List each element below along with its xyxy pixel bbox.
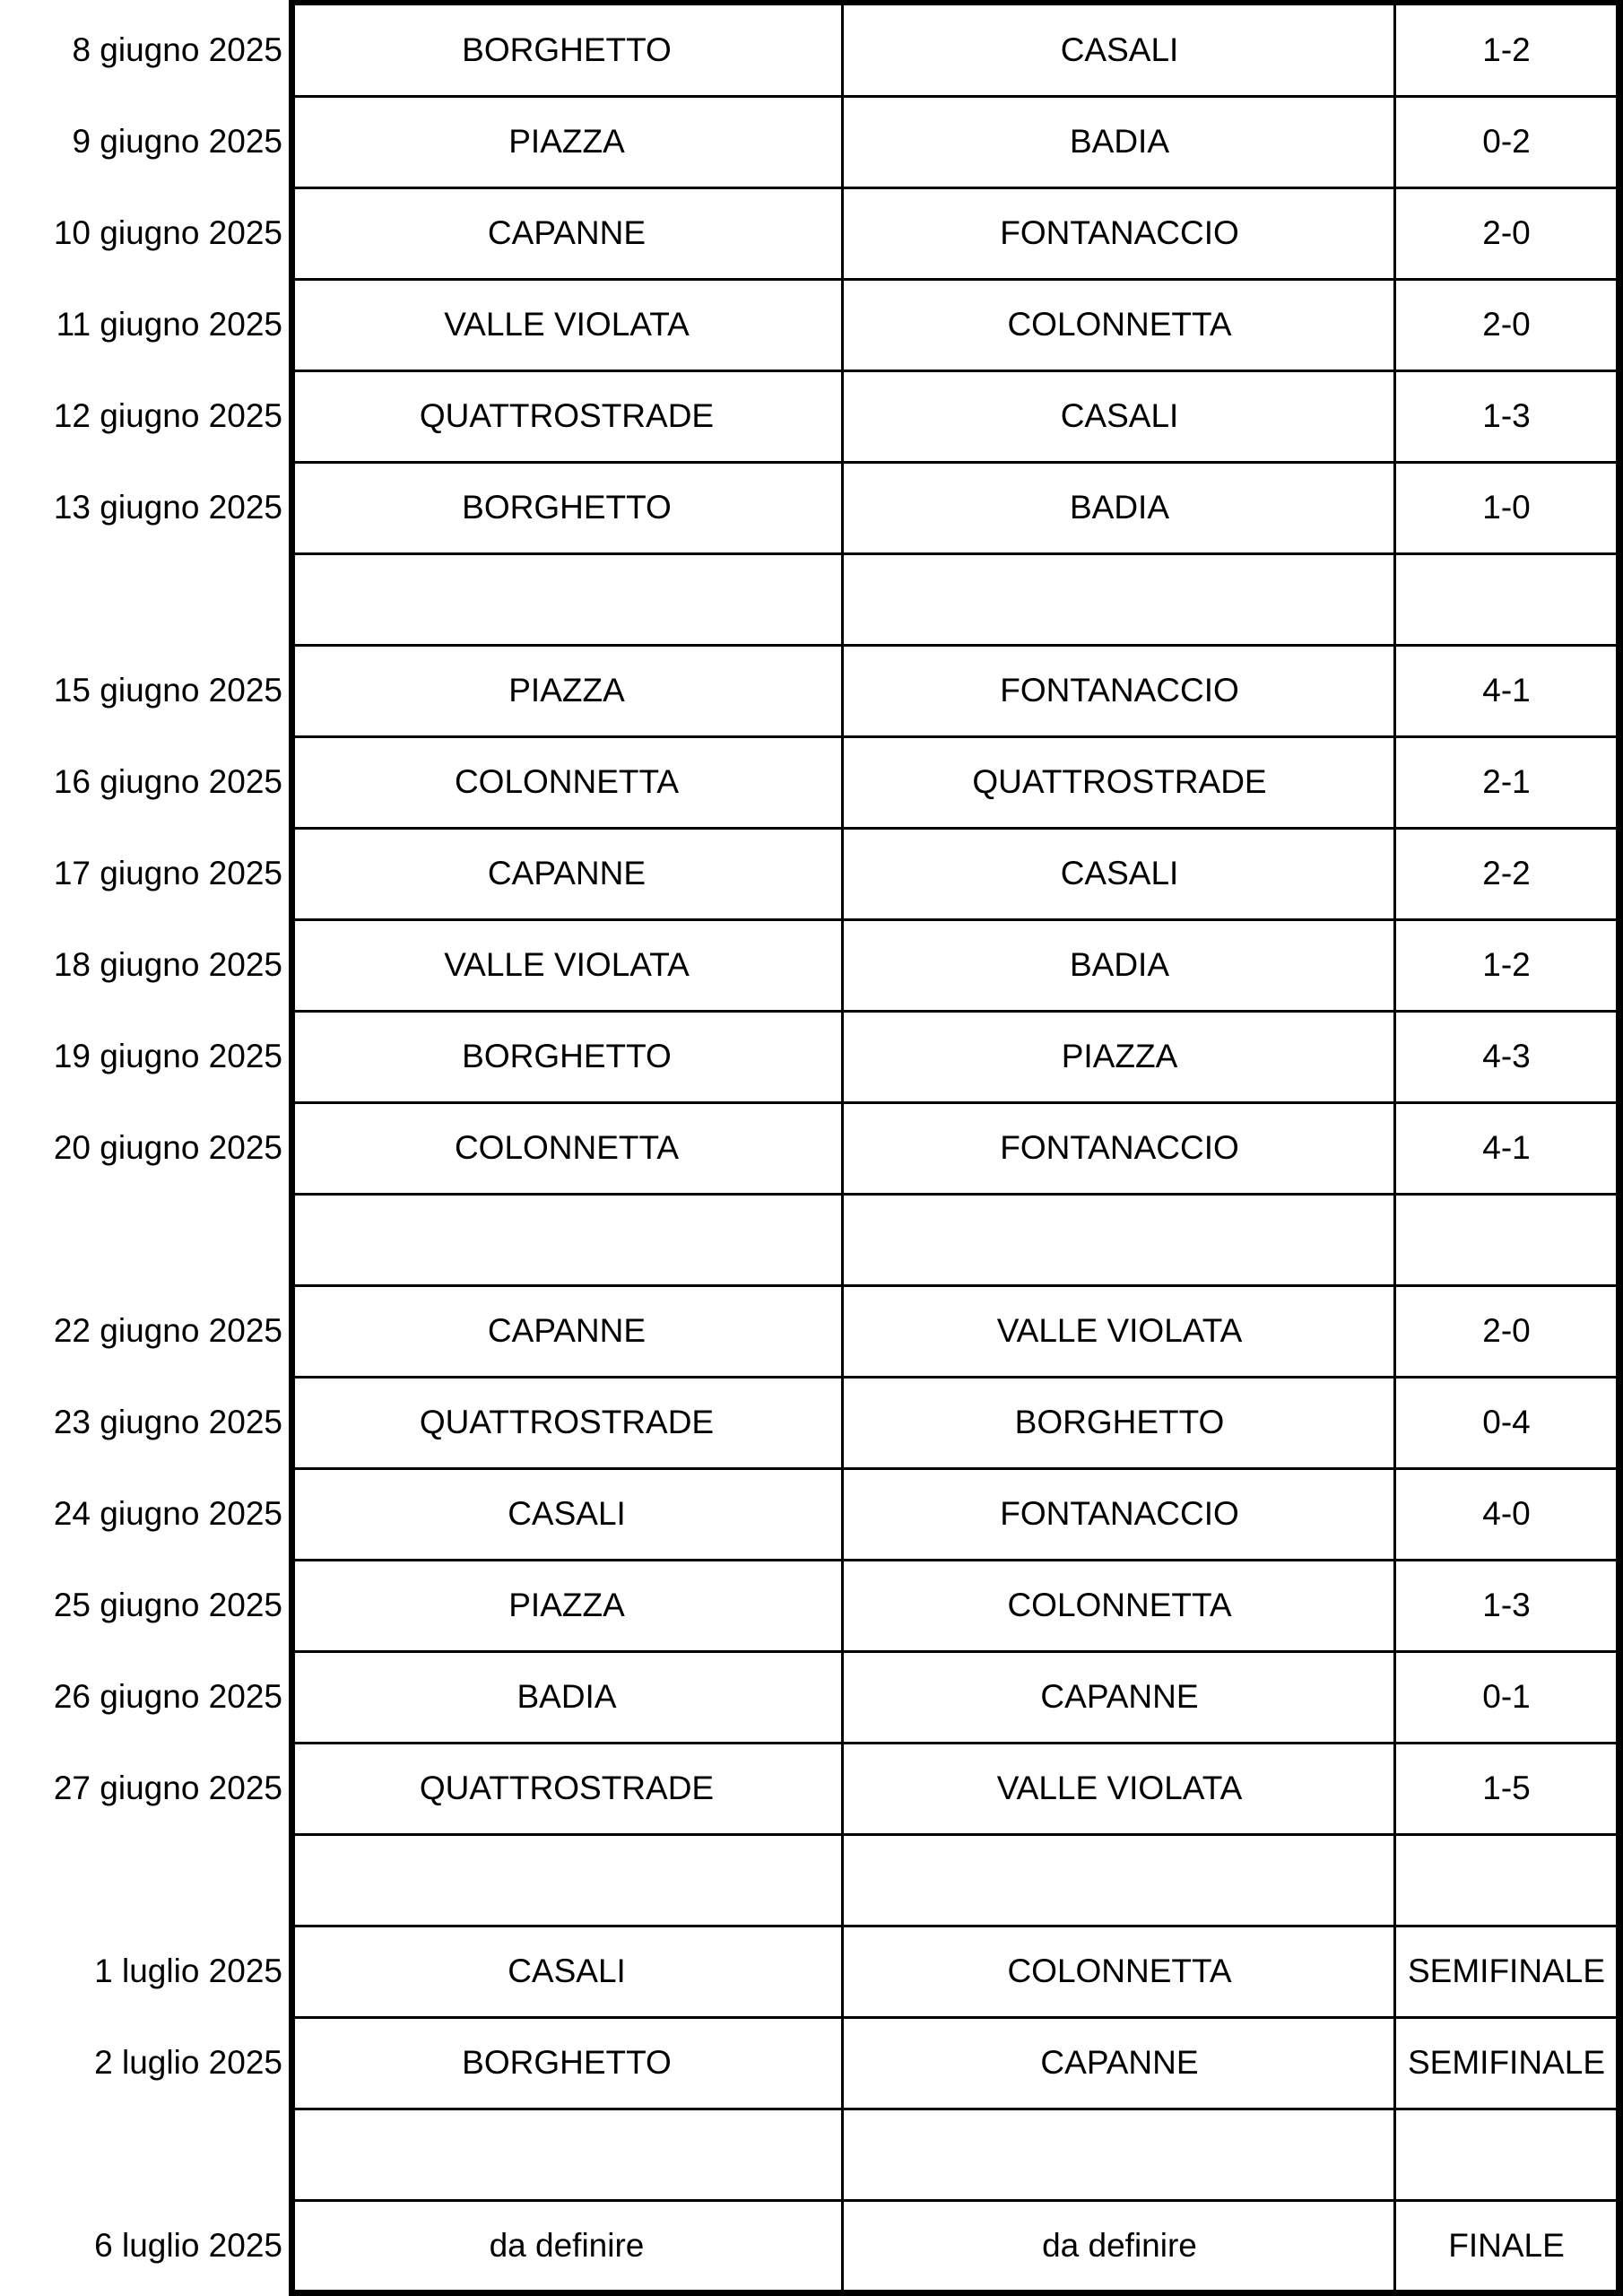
row-divider (289, 1010, 1619, 1013)
home-team-cell: BORGHETTO (462, 1038, 672, 1074)
column-divider (841, 0, 844, 2296)
away-team-cell: CAPANNE (1040, 2044, 1199, 2081)
match-date: 25 giugno 2025 (53, 1587, 282, 1623)
match-date: 17 giugno 2025 (53, 855, 282, 891)
match-date: 13 giugno 2025 (53, 489, 282, 526)
table-row (0, 462, 1623, 553)
away-team-cell: FONTANACCIO (1000, 672, 1239, 709)
table-border-right (1616, 0, 1623, 2296)
table-row (0, 1102, 1623, 1194)
table-row (0, 96, 1623, 187)
away-team-cell: CAPANNE (1040, 1678, 1199, 1715)
table-row (0, 736, 1623, 828)
table-row (0, 370, 1623, 462)
away-team-cell: VALLE VIOLATA (996, 1770, 1243, 1806)
home-team-cell: da definire (489, 2227, 645, 2264)
result-cell: 4-0 (1482, 1495, 1531, 1532)
match-date (0, 2109, 284, 2200)
match-date: 2 luglio 2025 (94, 2044, 282, 2081)
result-cell: 2-0 (1482, 1312, 1531, 1349)
match-date: 6 luglio 2025 (94, 2227, 282, 2264)
home-team-cell: COLONNETTA (454, 763, 680, 800)
row-divider (289, 2108, 1619, 2110)
table-row (0, 1926, 1623, 2017)
result-cell: 0-4 (1482, 1404, 1531, 1440)
result-cell: 1-3 (1482, 1587, 1531, 1623)
result-cell: 2-1 (1482, 763, 1531, 800)
match-date: 23 giugno 2025 (53, 1404, 282, 1440)
row-divider (289, 95, 1619, 98)
away-team-cell: BORGHETTO (1014, 1404, 1225, 1440)
row-divider (289, 461, 1619, 464)
row-divider (289, 735, 1619, 738)
result-cell (1397, 553, 1616, 645)
match-date: 11 giugno 2025 (56, 306, 282, 343)
away-team-cell: FONTANACCIO (1000, 1129, 1239, 1166)
away-team-cell: BADIA (1069, 489, 1170, 526)
result-cell (1397, 1834, 1616, 1926)
home-team-cell (291, 1194, 842, 1285)
away-team-cell: CASALI (1060, 31, 1179, 68)
table-border-left (289, 0, 295, 2296)
match-date: 15 giugno 2025 (53, 672, 282, 709)
table-row (0, 187, 1623, 279)
match-date: 19 giugno 2025 (53, 1038, 282, 1074)
result-cell: 1-5 (1482, 1770, 1531, 1806)
table-row (0, 1743, 1623, 1834)
home-team-cell: COLONNETTA (454, 1129, 680, 1166)
home-team-cell (291, 2109, 842, 2200)
match-date: 8 giugno 2025 (72, 31, 282, 68)
row-divider (289, 1101, 1619, 1104)
result-cell: 4-1 (1482, 672, 1531, 709)
away-team-cell: COLONNETTA (1007, 306, 1232, 343)
result-cell: 2-0 (1482, 214, 1531, 251)
home-team-cell: PIAZZA (508, 123, 625, 160)
away-team-cell: COLONNETTA (1007, 1587, 1232, 1623)
result-cell: SEMIFINALE (1408, 1952, 1605, 1989)
result-cell: SEMIFINALE (1408, 2044, 1605, 2081)
row-divider (289, 1193, 1619, 1196)
row-divider (289, 278, 1619, 281)
away-team-cell (845, 553, 1394, 645)
away-team-cell (845, 1834, 1394, 1926)
row-divider (289, 827, 1619, 830)
row-divider (289, 2016, 1619, 2019)
table-row (0, 553, 1623, 645)
result-cell: 2-2 (1482, 855, 1531, 891)
result-cell: 1-3 (1482, 397, 1531, 434)
match-date: 1 luglio 2025 (94, 1952, 282, 1989)
table-row (0, 1468, 1623, 1560)
row-divider (289, 644, 1619, 647)
table-row (0, 645, 1623, 736)
home-team-cell: VALLE VIOLATA (444, 946, 690, 983)
match-date: 12 giugno 2025 (53, 397, 282, 434)
home-team-cell: PIAZZA (508, 672, 625, 709)
home-team-cell: BORGHETTO (462, 2044, 672, 2081)
table-row (0, 4, 1623, 96)
table-row (0, 2017, 1623, 2109)
row-divider (289, 370, 1619, 372)
away-team-cell: PIAZZA (1061, 1038, 1178, 1074)
home-team-cell: QUATTROSTRADE (419, 397, 715, 434)
home-team-cell: PIAZZA (508, 1587, 625, 1623)
table-row (0, 2109, 1623, 2200)
table-row (0, 1194, 1623, 1285)
away-team-cell: FONTANACCIO (1000, 214, 1239, 251)
away-team-cell: FONTANACCIO (1000, 1495, 1239, 1532)
table-row (0, 919, 1623, 1011)
table-row (0, 279, 1623, 370)
away-team-cell: QUATTROSTRADE (972, 763, 1267, 800)
away-team-cell (845, 2109, 1394, 2200)
match-date (0, 553, 284, 645)
home-team-cell: CAPANNE (487, 1312, 647, 1349)
match-date (0, 1194, 284, 1285)
match-date: 26 giugno 2025 (53, 1678, 282, 1715)
away-team-cell: BADIA (1069, 946, 1170, 983)
row-divider (289, 1925, 1619, 1927)
result-cell: 1-0 (1482, 489, 1531, 526)
home-team-cell: BADIA (516, 1678, 617, 1715)
result-cell (1397, 1194, 1616, 1285)
home-team-cell: CASALI (508, 1952, 626, 1989)
match-date: 9 giugno 2025 (72, 123, 282, 160)
match-date (0, 1834, 284, 1926)
away-team-cell: CASALI (1060, 397, 1179, 434)
away-team-cell (845, 1194, 1394, 1285)
result-cell (1397, 2109, 1616, 2200)
result-cell: 4-3 (1482, 1038, 1531, 1074)
away-team-cell: CASALI (1060, 855, 1179, 891)
home-team-cell: CASALI (508, 1495, 626, 1532)
match-date: 27 giugno 2025 (53, 1770, 282, 1806)
table-row (0, 1651, 1623, 1743)
home-team-cell: CAPANNE (487, 855, 647, 891)
table-row (0, 1834, 1623, 1926)
away-team-cell: BADIA (1069, 123, 1170, 160)
match-date: 20 giugno 2025 (53, 1129, 282, 1166)
result-cell: 4-1 (1482, 1129, 1531, 1166)
row-divider (289, 552, 1619, 555)
row-divider (289, 918, 1619, 921)
table-border-top (289, 0, 1623, 5)
row-divider (289, 2199, 1619, 2202)
result-cell: 1-2 (1482, 31, 1531, 68)
table-row (0, 1011, 1623, 1102)
home-team-cell: VALLE VIOLATA (444, 306, 690, 343)
table-row (0, 1560, 1623, 1651)
row-divider (289, 1650, 1619, 1653)
match-date: 18 giugno 2025 (53, 946, 282, 983)
row-divider (289, 187, 1619, 189)
result-cell: FINALE (1448, 2227, 1565, 2264)
result-cell: 0-2 (1482, 123, 1531, 160)
row-divider (289, 1833, 1619, 1836)
row-divider (289, 1742, 1619, 1744)
home-team-cell: CAPANNE (487, 214, 647, 251)
home-team-cell: QUATTROSTRADE (419, 1404, 715, 1440)
table-row (0, 828, 1623, 919)
result-cell: 1-2 (1482, 946, 1531, 983)
away-team-cell: VALLE VIOLATA (996, 1312, 1243, 1349)
away-team-cell: COLONNETTA (1007, 1952, 1232, 1989)
home-team-cell: BORGHETTO (462, 31, 672, 68)
table-row (0, 1377, 1623, 1468)
match-date: 10 giugno 2025 (53, 214, 282, 251)
table-row (0, 2200, 1623, 2292)
home-team-cell (291, 553, 842, 645)
result-cell: 0-1 (1482, 1678, 1531, 1715)
away-team-cell: da definire (1042, 2227, 1197, 2264)
home-team-cell: BORGHETTO (462, 489, 672, 526)
home-team-cell: QUATTROSTRADE (419, 1770, 715, 1806)
row-divider (289, 1376, 1619, 1378)
result-cell: 2-0 (1482, 306, 1531, 343)
table-border-bottom (289, 2290, 1623, 2296)
match-date: 16 giugno 2025 (53, 763, 282, 800)
row-divider (289, 1284, 1619, 1287)
home-team-cell (291, 1834, 842, 1926)
column-divider (1393, 0, 1396, 2296)
table-row (0, 1285, 1623, 1377)
row-divider (289, 1467, 1619, 1470)
match-date: 24 giugno 2025 (53, 1495, 282, 1532)
match-date: 22 giugno 2025 (53, 1312, 282, 1349)
row-divider (289, 1559, 1619, 1561)
